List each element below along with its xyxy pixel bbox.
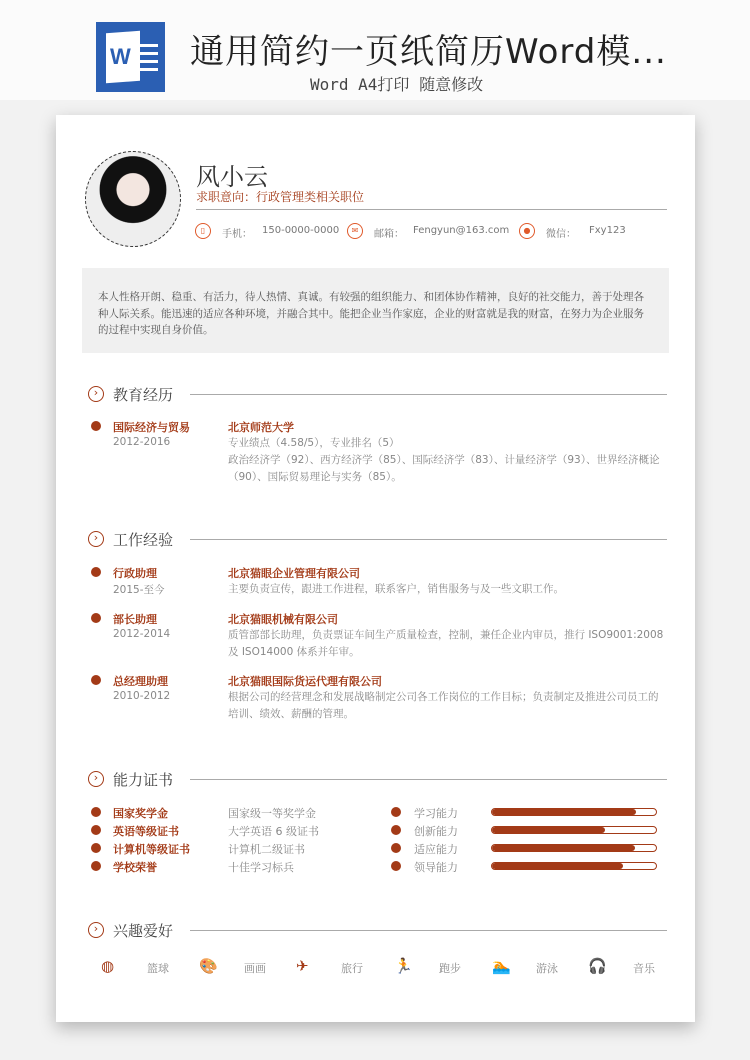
bullet bbox=[91, 567, 101, 577]
ability-name: 领导能力 bbox=[414, 861, 458, 874]
bullet bbox=[91, 613, 101, 623]
job-years: 2010-2012 bbox=[113, 690, 171, 702]
hobby-label: 音乐 bbox=[633, 962, 655, 975]
job-company: 北京猫眼国际货运代理有限公司 bbox=[228, 675, 382, 688]
job-years: 2015-至今 bbox=[113, 584, 165, 596]
job-description: 根据公司的经营理念和发展战略制定公司各工作岗位的工作目标；负责制定及推进公司员工的培训、绩效、薪酬的管理。 bbox=[228, 691, 659, 720]
job-description: 主要负责宣传，跟进工作进程，联系客户，销售服务与及一些文职工作。 bbox=[228, 583, 564, 595]
section-title-education: 教育经历 bbox=[113, 386, 174, 404]
education-major: 国际经济与贸易 bbox=[113, 421, 190, 434]
bullet bbox=[91, 843, 101, 853]
certificate-desc: 计算机二级证书 bbox=[228, 843, 305, 856]
bullet bbox=[91, 807, 101, 817]
job-years: 2012-2014 bbox=[113, 628, 171, 640]
chevron-right-icon: › bbox=[88, 771, 104, 787]
mail-icon: ✉ bbox=[347, 223, 363, 239]
ability-bar bbox=[491, 844, 657, 852]
ability-name: 创新能力 bbox=[414, 825, 458, 838]
certificate-name: 计算机等级证书 bbox=[113, 843, 190, 856]
document-title: 通用简约一页纸简历Word模... bbox=[190, 32, 667, 72]
ability-bar bbox=[491, 862, 657, 870]
phone-label: 手机： bbox=[222, 229, 252, 240]
bullet bbox=[391, 807, 401, 817]
basketball-icon: ◍ bbox=[101, 957, 115, 975]
airplane-icon: ✈ bbox=[296, 957, 309, 975]
ability-bar bbox=[491, 826, 657, 834]
section-title-hobbies: 兴趣爱好 bbox=[113, 922, 174, 940]
bullet bbox=[91, 675, 101, 685]
avatar bbox=[85, 151, 181, 247]
job-description: 质管部部长助理，负责票证车间生产质量检查，控制，兼任企业内审员，推行 ISO9001:2008 及 ISO14000 体系并年审。 bbox=[228, 629, 664, 658]
ability-bar-fill bbox=[492, 809, 636, 815]
running-icon: 🏃 bbox=[394, 957, 413, 975]
hobby-label: 篮球 bbox=[147, 962, 169, 975]
certificate-name: 国家奖学金 bbox=[113, 807, 168, 820]
bullet bbox=[91, 825, 101, 835]
ability-bar bbox=[491, 808, 657, 816]
job-title: 总经理助理 bbox=[113, 675, 168, 688]
bullet bbox=[91, 861, 101, 871]
email-label: 邮箱： bbox=[374, 229, 404, 240]
certificate-desc: 国家级一等奖学金 bbox=[228, 807, 316, 820]
ability-name: 适应能力 bbox=[414, 843, 458, 856]
hobby-label: 画画 bbox=[244, 962, 266, 975]
headphones-icon: 🎧 bbox=[588, 957, 607, 975]
hobby-label: 旅行 bbox=[341, 962, 363, 975]
self-summary: 本人性格开朗、稳重、有活力，待人热情、真诚。有较强的组织能力、和团体协作精神，良好的社交能力，善于处理各种人际关系。能迅速的适应各种环境，并融合其中。能把企业当作家庭，企业的财富就是我的财富，在努力为企业服务的过程中实现自身价值。 bbox=[82, 268, 669, 353]
education-courses: 政治经济学（92）、西方经济学（85）、国际经济学（83）、计量经济学（93）、世界经济概论（90）、国际贸易理论与实务（85）。 bbox=[228, 454, 660, 483]
certificate-desc: 大学英语 6 级证书 bbox=[228, 825, 319, 838]
email-value: Fengyun@163.com bbox=[413, 225, 510, 236]
bullet bbox=[91, 421, 101, 431]
phone-value: 150-0000-0000 bbox=[262, 225, 340, 236]
bullet bbox=[391, 843, 401, 853]
certificate-name: 学校荣誉 bbox=[113, 861, 157, 874]
section-title-work: 工作经验 bbox=[113, 531, 174, 549]
ability-bar-fill bbox=[492, 827, 605, 833]
wechat-icon: ● bbox=[519, 223, 535, 239]
candidate-name: 风小云 bbox=[196, 163, 268, 191]
hobby-label: 游泳 bbox=[536, 962, 558, 975]
chevron-right-icon: › bbox=[88, 386, 104, 402]
education-years: 2012-2016 bbox=[113, 436, 171, 448]
wechat-label: 微信： bbox=[546, 229, 576, 240]
bullet bbox=[391, 861, 401, 871]
job-title: 行政助理 bbox=[113, 567, 157, 580]
education-score: 专业绩点（4.58/5），专业排名（5） bbox=[228, 437, 400, 449]
wechat-value: Fxy123 bbox=[589, 225, 626, 236]
chevron-right-icon: › bbox=[88, 922, 104, 938]
swimming-icon: 🏊 bbox=[492, 957, 511, 975]
ability-bar-fill bbox=[492, 863, 623, 869]
word-icon: W bbox=[96, 22, 165, 92]
bullet bbox=[391, 825, 401, 835]
hobby-label: 跑步 bbox=[439, 962, 461, 975]
certificate-desc: 十佳学习标兵 bbox=[228, 861, 294, 874]
document-subtitle: Word A4打印 随意修改 bbox=[310, 75, 484, 94]
section-title-skills: 能力证书 bbox=[113, 771, 174, 789]
job-title: 部长助理 bbox=[113, 613, 157, 626]
ability-name: 学习能力 bbox=[414, 807, 458, 820]
education-school: 北京师范大学 bbox=[228, 421, 294, 434]
job-company: 北京猫眼企业管理有限公司 bbox=[228, 567, 360, 580]
phone-icon: ▯ bbox=[195, 223, 211, 239]
certificate-name: 英语等级证书 bbox=[113, 825, 179, 838]
chevron-right-icon: › bbox=[88, 531, 104, 547]
palette-icon: 🎨 bbox=[199, 957, 218, 975]
ability-bar-fill bbox=[492, 845, 635, 851]
job-company: 北京猫眼机械有限公司 bbox=[228, 613, 338, 626]
job-objective: 求职意向：行政管理类相关职位 bbox=[196, 190, 365, 204]
